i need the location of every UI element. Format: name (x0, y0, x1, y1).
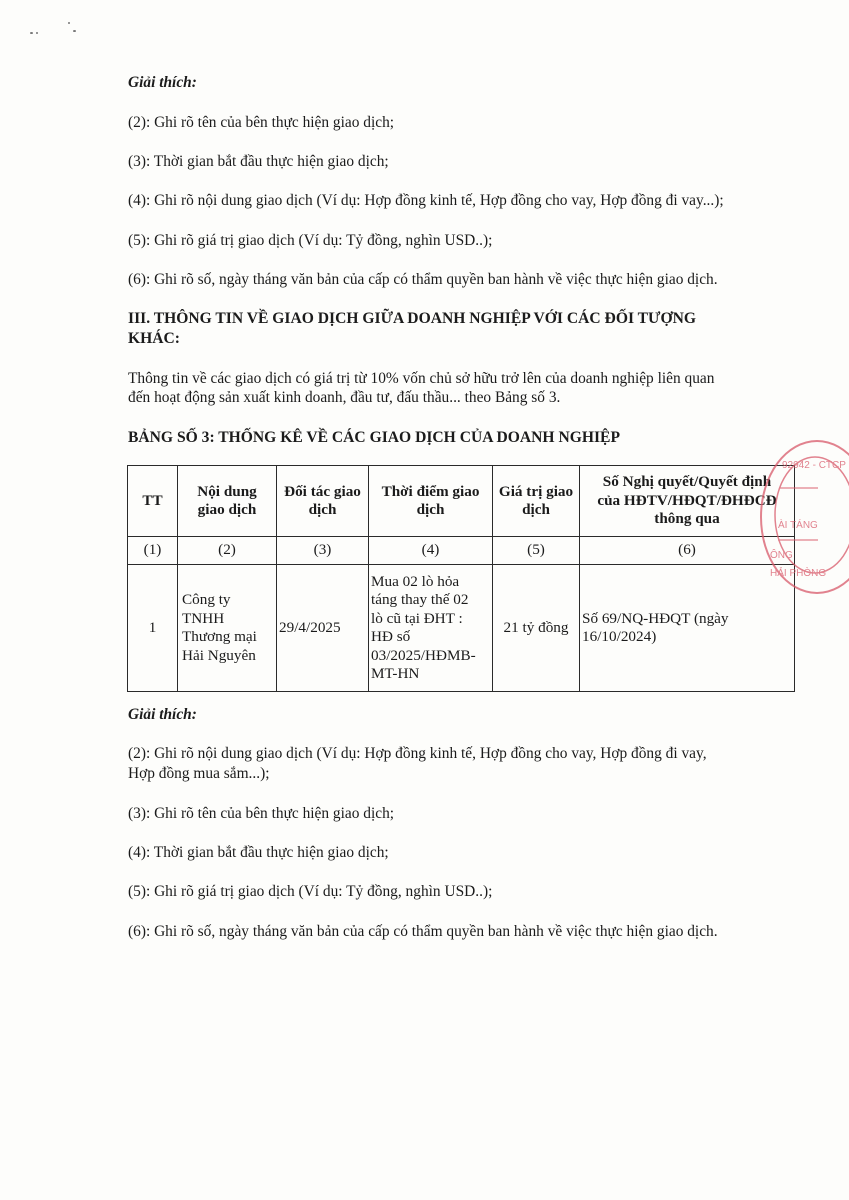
header-partner: Đối tác giao dịch (277, 466, 369, 537)
header-decision: Số Nghị quyết/Quyết định của HĐTV/HĐQT/ĐHĐCĐ thông qua (580, 466, 795, 537)
cell-time: Mua 02 lò hỏa táng thay thế 02 lò cũ tại ĐHT : HĐ số 03/2025/HĐMB- MT-HN (369, 565, 493, 692)
svg-text:HẢI PHÒNG: HẢI PHÒNG (770, 568, 827, 579)
stamp-graphic (760, 440, 849, 590)
scan-speck (73, 30, 76, 32)
cell-tt: 1 (128, 565, 178, 692)
svg-text:ÀI TÁNG: ÀI TÁNG (778, 520, 818, 531)
cell-value: 21 tỷ đồng (493, 565, 580, 692)
table-header-row (128, 466, 795, 537)
note-item: (5): Ghi rõ giá trị giao dịch (Ví dụ: Tỷ đồng, nghìn USD..); (128, 232, 493, 249)
note-item: (5): Ghi rõ giá trị giao dịch (Ví dụ: Tỷ đồng, nghìn USD..); (128, 883, 493, 900)
index-cell: (1) (128, 537, 178, 565)
cell-content: Công ty TNHH Thương mại Hải Nguyên (178, 565, 277, 692)
table-index-row (128, 537, 795, 565)
transactions-table (127, 465, 795, 692)
cell-partner: 29/4/2025 (277, 565, 369, 692)
section-intro-cont: đến hoạt động sản xuất kinh doanh, đầu tư, đấu thầu... theo Bảng số 3. (128, 389, 561, 406)
section-intro: Thông tin về các giao dịch có giá trị từ 10% vốn chủ sở hữu trở lên của doanh nghiệp liên quan (128, 370, 715, 387)
index-cell: (6) (580, 537, 795, 565)
note-item: (4): Ghi rõ nội dung giao dịch (Ví dụ: Hợp đồng kinh tế, Hợp đồng cho vay, Hợp đồng đi vay...); (128, 192, 724, 209)
scan-speck (36, 32, 38, 34)
note-item: (3): Ghi rõ tên của bên thực hiện giao dịch; (128, 805, 395, 822)
table-title: BẢNG SỐ 3: THỐNG KÊ VỀ CÁC GIAO DỊCH CỦA DOANH NGHIỆP (128, 429, 620, 446)
cell-decision: Số 69/NQ-HĐQT (ngày 16/10/2024) (580, 565, 795, 692)
note-item: (6): Ghi rõ số, ngày tháng văn bản của cấp có thẩm quyền ban hành về việc thực hiện giao dịch. (128, 923, 718, 940)
svg-text:ÔNG: ÔNG (770, 550, 793, 561)
index-cell: (2) (178, 537, 277, 565)
note-item: (2): Ghi rõ nội dung giao dịch (Ví dụ: Hợp đồng kinh tế, Hợp đồng cho vay, Hợp đồng đi vay, (128, 745, 707, 762)
header-tt: TT (128, 466, 178, 537)
header-time: Thời điểm giao dịch (369, 466, 493, 537)
table-row (128, 565, 795, 692)
note-item: (4): Thời gian bắt đầu thực hiện giao dịch; (128, 844, 389, 861)
notes-title: Giải thích: (128, 74, 197, 91)
notes-title: Giải thích: (128, 706, 197, 723)
note-item: (6): Ghi rõ số, ngày tháng văn bản của cấp có thẩm quyền ban hành về việc thực hiện giao dịch. (128, 271, 718, 288)
index-cell: (4) (369, 537, 493, 565)
section-heading: III. THÔNG TIN VỀ GIAO DỊCH GIỮA DOANH NGHIỆP VỚI CÁC ĐỐI TƯỢNG (128, 310, 696, 327)
note-item: (3): Thời gian bắt đầu thực hiện giao dịch; (128, 153, 389, 170)
header-value: Giá trị giao dịch (493, 466, 580, 537)
index-cell: (5) (493, 537, 580, 565)
section-heading-cont: KHÁC: (128, 330, 180, 347)
header-content: Nội dung giao dịch (178, 466, 277, 537)
index-cell: (3) (277, 537, 369, 565)
note-item-cont: Hợp đồng mua sắm...); (128, 765, 270, 782)
scan-speck (30, 32, 33, 34)
company-stamp (760, 440, 849, 594)
scan-speck (68, 22, 70, 24)
svg-text:92942 - CTCP: 92942 - CTCP (782, 460, 846, 471)
note-item: (2): Ghi rõ tên của bên thực hiện giao dịch; (128, 114, 395, 131)
